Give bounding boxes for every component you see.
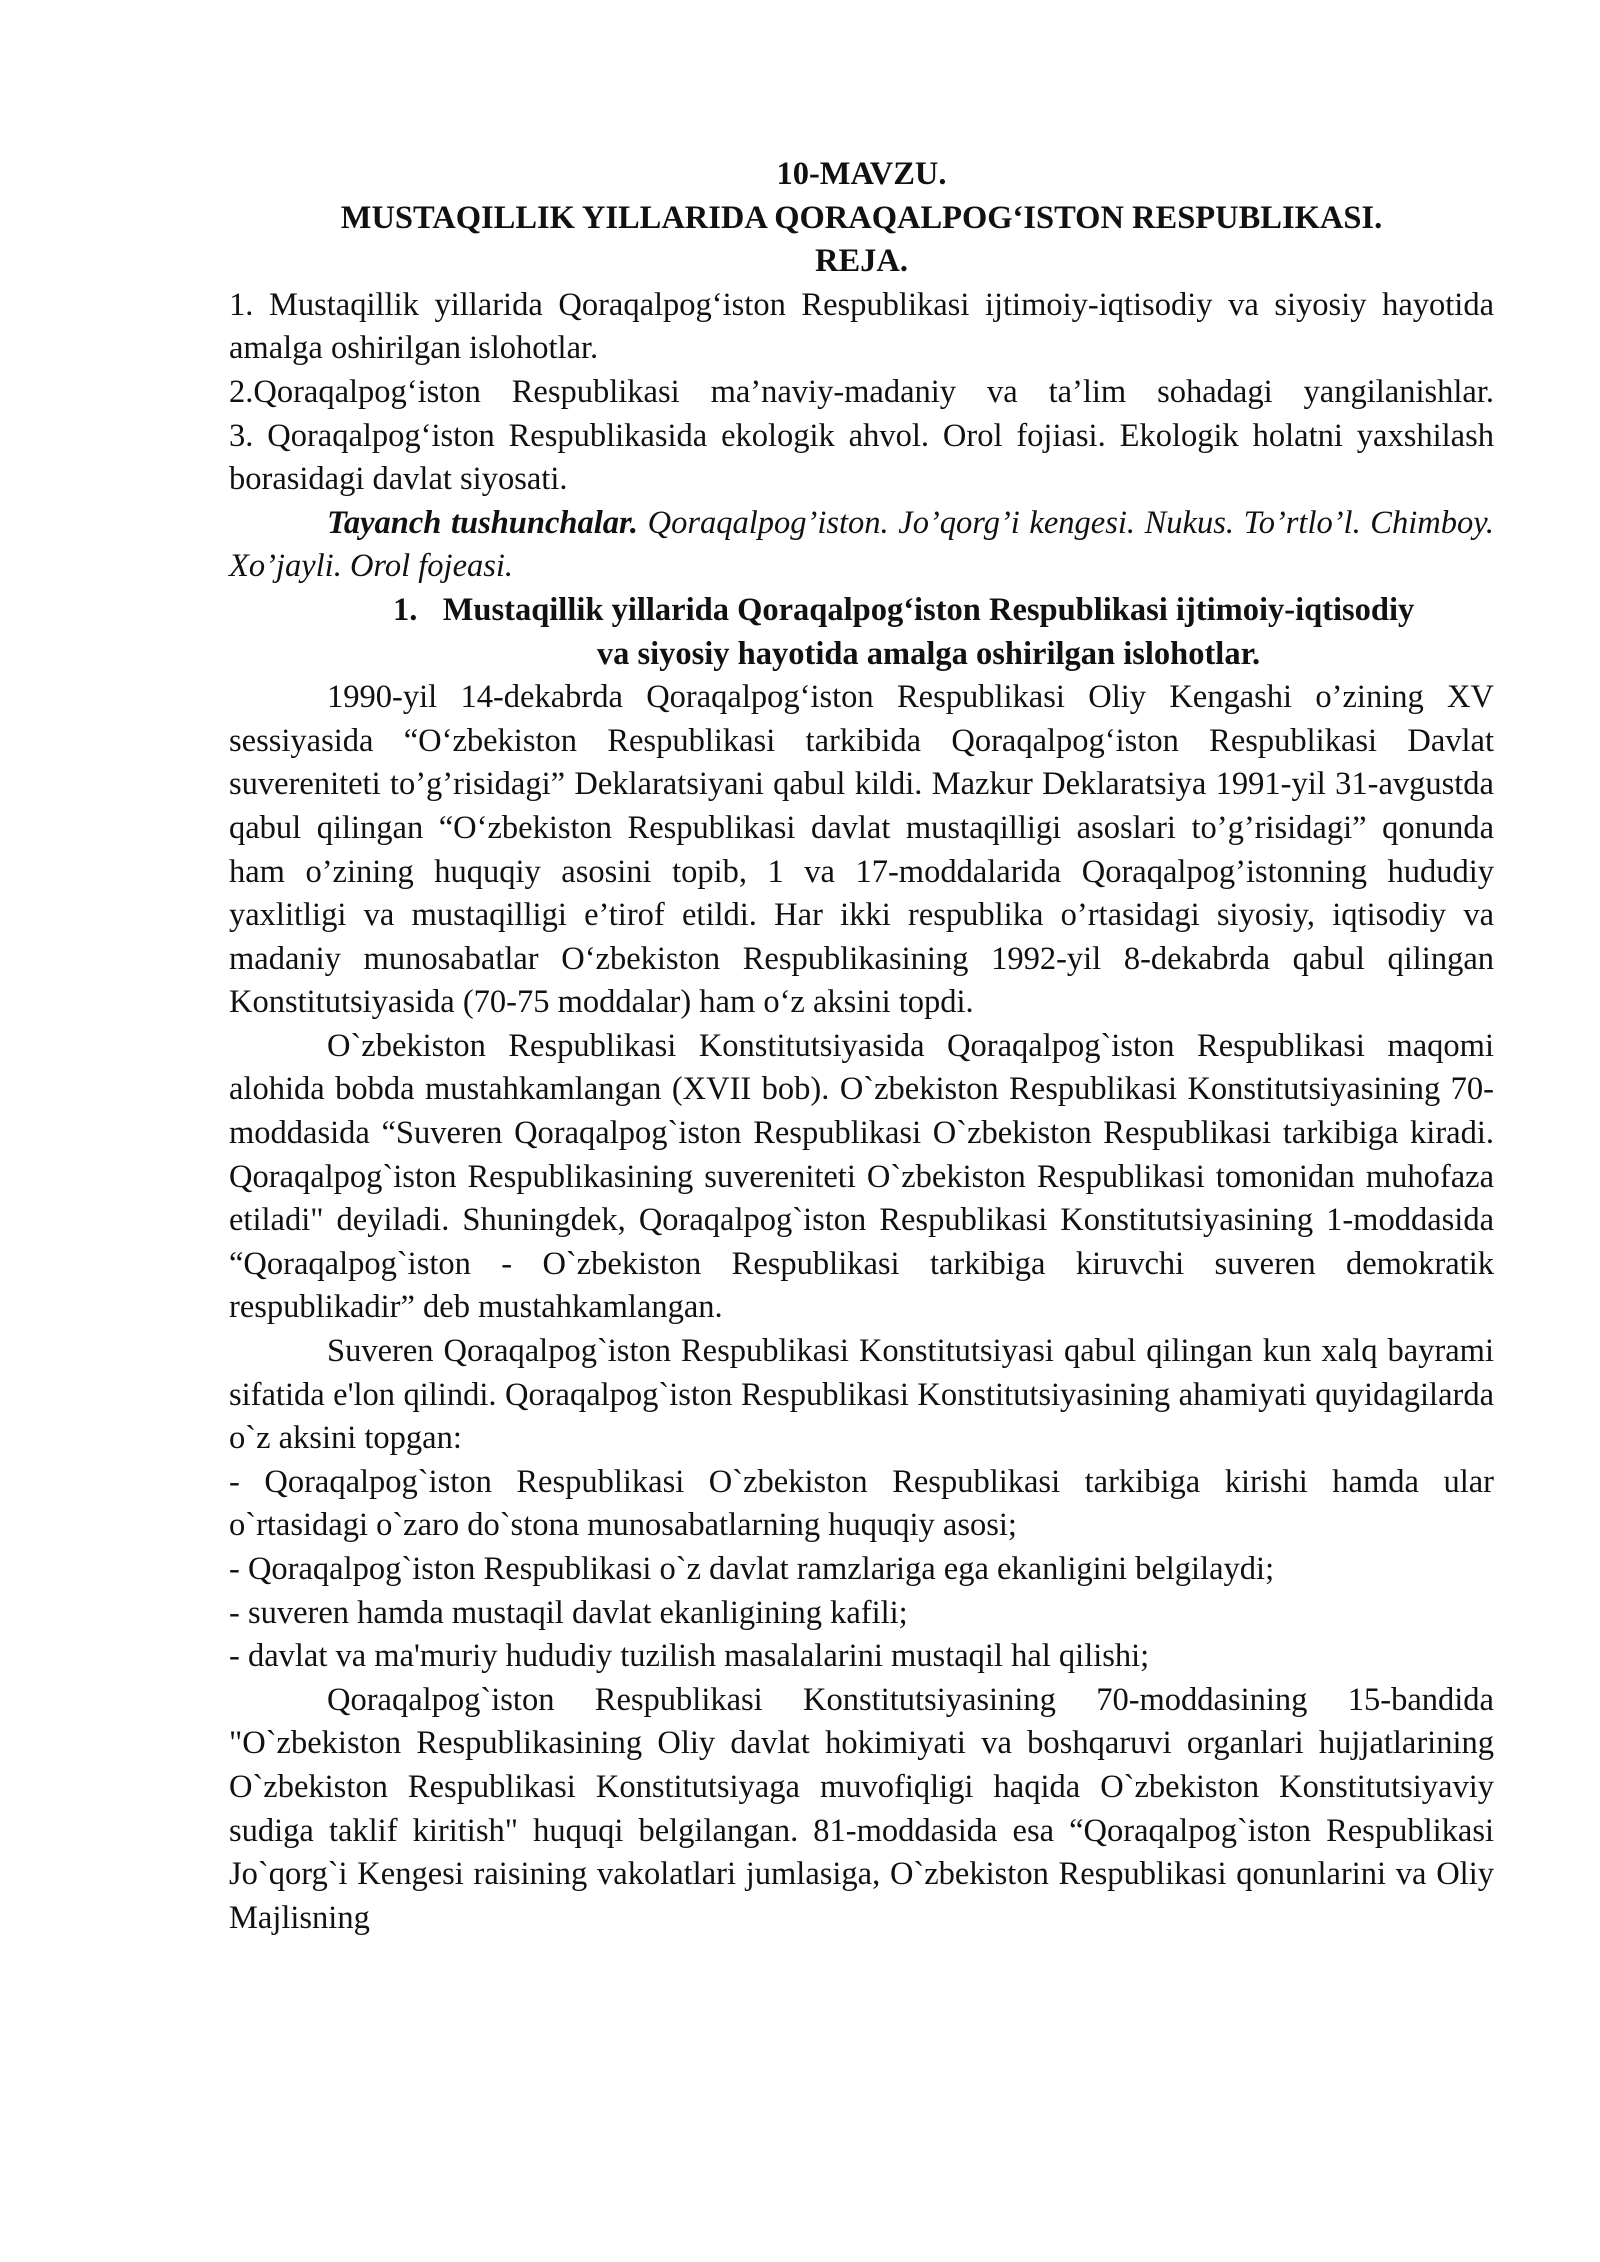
bullet-item-1: - Qoraqalpog`iston Respublikasi O`zbekiston Respublikasi tarkibiga kirishi hamda ular o`rtasidagi o`zaro do`stona munosabatlarning huquqiy asosi; — [229, 1463, 1494, 1544]
paragraph-3: Suveren Qoraqalpog`iston Respublikasi Konstitutsiyasi qabul qilingan kun xalq bayrami sifatida e'lon qilindi. Qoraqalpog`iston Respublikasi Konstitutsiyasining ahamiyati quyidagilarda o`z aksini topgan: — [229, 1333, 1494, 1457]
paragraph-1: 1990-yil 14-dekabrda Qoraqalpog‘iston Respublikasi Oliy Kengashi o’zining XV sessiyasida “O‘zbekiston Respublikasi tarkibida Qoraqalpog‘iston Respublikasi Davlat suvereniteti to’g’risidagi” Deklaratsiyani qabul kildi. Mazkur Deklaratsiya 1991-yil 31-avgustda qabul qilingan “O‘zbekiston Respublikasi davlat mustaqilligi asoslari to’g’risidagi” qonunda ham o’zining huquqiy asosini topib, 1 va 17-moddalarida Qoraqalpog’istonning hududiy yaxlitligi va mustaqilligi e’tirof etildi. Har ikki respublika o’rtasidagi siyosiy, iqtisodiy va madaniy munosabatlar O‘zbekiston Respublikasining 1992-yil 8-dekabrda qabul qilingan Konstitutsiyasida (70-75 moddalar) ham o‘z aksini topdi. — [229, 679, 1494, 1021]
section-heading — [229, 589, 1494, 676]
document-page — [229, 153, 1494, 1940]
bullet-item-3: - suveren hamda mustaqil davlat ekanligining kafili; — [229, 1594, 908, 1631]
section-number: 1. — [393, 591, 418, 628]
plan-item-3: 3. Qoraqalpog‘iston Respublikasida ekologik ahvol. Orol fojiasi. Ekologik holatni yaxshilash borasidagi davlat siyosati. — [229, 417, 1494, 498]
bullet-item-4: - davlat va ma'muriy hududiy tuzilish masalalarini mustaqil hal qilishi; — [229, 1638, 1150, 1675]
bullet-item-2: - Qoraqalpog`iston Respublikasi o`z davlat ramzlariga ega ekanligini belgilaydi; — [229, 1551, 1275, 1587]
plan-item-1: 1. Mustaqillik yillarida Qoraqalpog‘iston Respublikasi ijtimoiy-iqtisodiy va siyosiy hayotida amalga oshirilgan islohotlar. — [229, 286, 1494, 367]
paragraph-4: Qoraqalpog`iston Respublikasi Konstitutsiyasining 70-moddasining 15-bandida "O`zbekiston Respublikasining Oliy davlat hokimiyati va boshqaruvi organlari hujjatlarining O`zbekiston Respublikasi Konstitutsiyaga muvofiqligi haqida O`zbekiston Konstitutsiyaviy sudiga taklif kiritish" huquqi belgilangan. 81-moddasida esa “Qoraqalpog`iston Respublikasi Jo`qorg`i Kengesi raisining vakolatlari jumlasiga, O`zbekiston Respublikasi qonunlarini va Oliy Majlisning — [229, 1681, 1494, 1936]
plan-heading: REJA. — [815, 243, 908, 280]
plan-item-2: 2.Qoraqalpog‘iston Respublikasi ma’naviy-madaniy va ta’lim sohadagi yangilanishlar. — [229, 373, 1494, 410]
section-title: Mustaqillik yillarida Qoraqalpog‘iston Respublikasi ijtimoiy-iqtisodiy va siyosiy hayotida amalga oshirilgan islohotlar. — [442, 591, 1415, 672]
keywords-paragraph — [229, 502, 1494, 589]
topic-title: MUSTAQILLIK YILLARIDA QORAQALPOG‘ISTON RESPUBLIKASI. — [340, 199, 1383, 236]
keywords-label: Tayanch tushunchalar. — [327, 504, 638, 541]
paragraph-2: O`zbekiston Respublikasi Konstitutsiyasida Qoraqalpog`iston Respublikasi maqomi alohida bobda mustahkamlangan (XVII bob). O`zbekiston Respublikasi Konstitutsiyasining 70-moddasida “Suveren Qoraqalpog`iston Respublikasi O`zbekiston Respublikasi tarkibiga kiradi. Qoraqalpog`iston Respublikasining suvereniteti O`zbekiston Respublikasi tomonidan muhofaza etiladi" deyiladi. Shuningdek, Qoraqalpog`iston Respublikasi Konstitutsiyasining 1-moddasida “Qoraqalpog`iston - O`zbekiston Respublikasi tarkibiga kiruvchi suveren demokratik respublikadir” deb mustahkamlangan. — [229, 1027, 1494, 1326]
topic-number: 10-MAVZU. — [776, 156, 947, 192]
keywords-text: Qoraqalpog’iston. Jo’qorg’i kengesi. Nukus. To’rtlo’l. Chimboy. Xo’jayli. Orol fojeasi. — [229, 504, 1494, 585]
